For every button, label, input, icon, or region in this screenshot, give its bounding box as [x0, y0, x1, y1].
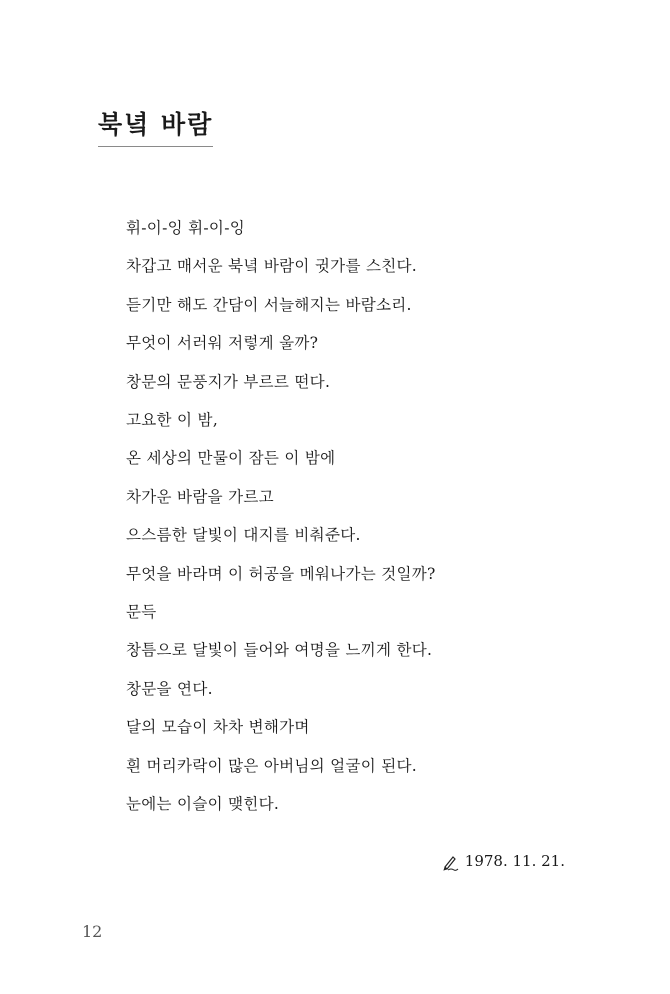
page-title: 북녘 바람: [98, 108, 213, 147]
poem-line: 고요한 이 밤,: [126, 411, 219, 430]
poem-body: [126, 209, 436, 824]
poem-line: 차가운 바람을 가르고: [126, 487, 274, 506]
poem-line: 온 세상의 만물이 잠든 이 밤에: [126, 449, 336, 468]
title-block: [98, 108, 213, 147]
poem-line: 으스름한 달빛이 대지를 비춰준다.: [126, 526, 361, 545]
poem-line: 무엇이 서러워 저렇게 울까?: [126, 334, 319, 353]
poem-line: 창문을 연다.: [126, 679, 213, 698]
poem-line: 눈에는 이슬이 맺힌다.: [126, 795, 280, 814]
poem-line: 흰 머리카락이 많은 아버님의 얼굴이 된다.: [126, 756, 418, 775]
poem-line: 달의 모습이 차차 변해가며: [126, 718, 310, 737]
poem-line: 문득: [126, 603, 157, 622]
poem-line: 창틈으로 달빛이 들어와 여명을 느끼게 한다.: [126, 641, 433, 660]
page-number: 12: [82, 922, 103, 941]
poem-line: 무엇을 바라며 이 허공을 메워나가는 것일까?: [126, 564, 436, 583]
pen-icon: [441, 852, 459, 870]
poem-date: 1978. 11. 21.: [464, 852, 565, 870]
poem-line: 차갑고 매서운 북녘 바람이 귓가를 스친다.: [126, 257, 418, 276]
date-line: [441, 846, 565, 876]
poem-line: 휘-이-잉 휘-이-잉: [126, 219, 246, 237]
poem-line: 듣기만 해도 간담이 서늘해지는 바람소리.: [126, 295, 412, 314]
poem-line: 창문의 문풍지가 부르르 떤다.: [126, 372, 331, 391]
